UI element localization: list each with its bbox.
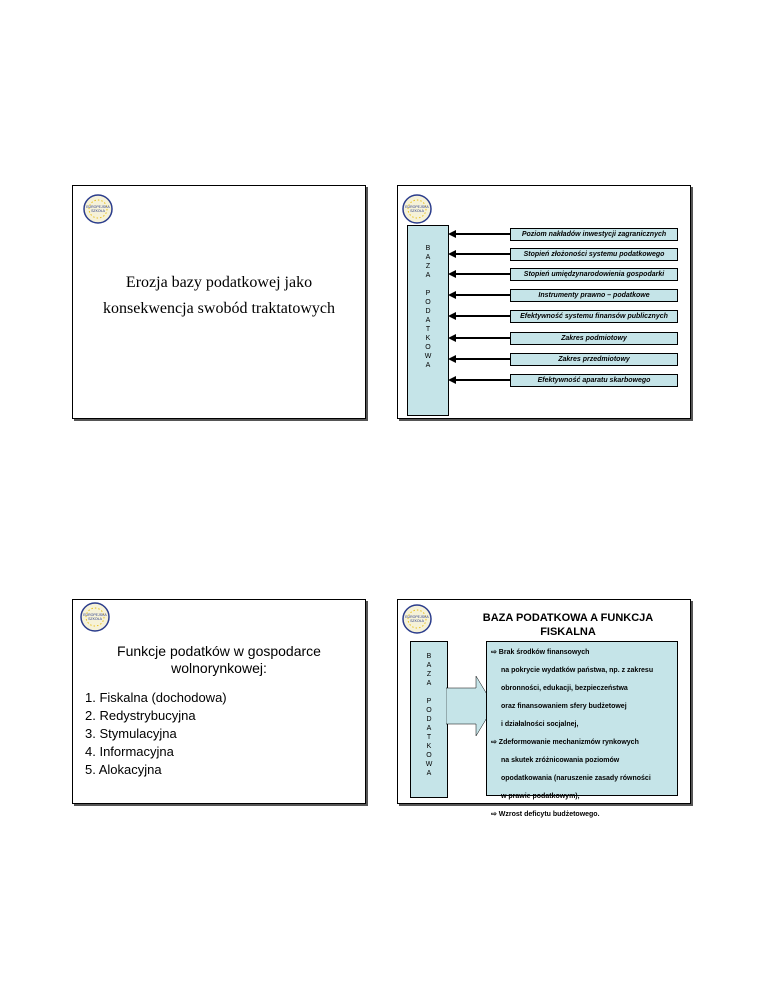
effect-line: ⇨ Wzrost deficytu budżetowego.	[491, 811, 600, 818]
factor-box: Efektywność aparatu skarbowego	[510, 374, 678, 387]
logo-icon	[80, 602, 110, 632]
effect-line: oraz finansowaniem sfery budżetowej	[501, 703, 627, 710]
factor-box: Poziom nakładów inwestycji zagranicznych	[510, 228, 678, 241]
list-item: 2. Redystrybucyjna	[85, 708, 196, 723]
arrow-head	[448, 291, 456, 299]
svg-text:SZKOŁA: SZKOŁA	[410, 209, 424, 213]
slide-heading	[73, 643, 365, 677]
baza-podatkowa-bar	[410, 641, 448, 798]
effect-line: na skutek zróżnicowania poziomów	[501, 757, 620, 764]
arrow	[455, 315, 510, 317]
functions-list	[85, 689, 227, 779]
slide-title	[73, 270, 365, 322]
arrow	[455, 379, 510, 381]
baza-podatkowa-bar	[407, 225, 449, 416]
factor-box: Stopień umiędzynarodowienia gospodarki	[510, 268, 678, 281]
arrow	[455, 337, 510, 339]
slide-1	[72, 185, 366, 419]
svg-text:EUROPEJSKA: EUROPEJSKA	[405, 205, 429, 209]
slide-3	[72, 599, 366, 804]
slide-4	[397, 599, 691, 818]
heading-line-2: wolnorynkowej:	[171, 660, 267, 676]
logo-icon	[402, 194, 432, 224]
bar-letters: B A Z A P O D A T K O W A	[425, 653, 433, 777]
bar-letters: B A Z A P O D A T K O W A	[424, 245, 432, 369]
arrow-head	[448, 230, 456, 238]
effect-line: ⇨ Brak środków finansowych	[491, 649, 590, 656]
heading-line-2: FISKALNA	[540, 626, 596, 638]
effect-line: opodatkowania (naruszenie zasady równości	[501, 775, 651, 782]
arrow	[455, 273, 510, 275]
arrow-head	[448, 312, 456, 320]
arrow-head	[448, 376, 456, 384]
list-item: 4. Informacyjna	[85, 744, 174, 759]
arrow	[455, 358, 510, 360]
svg-text:EUROPEJSKA: EUROPEJSKA	[83, 613, 107, 617]
svg-text:EUROPEJSKA: EUROPEJSKA	[86, 205, 110, 209]
arrow	[455, 253, 510, 255]
arrow	[455, 294, 510, 296]
svg-text:SZKOŁA: SZKOŁA	[410, 619, 424, 623]
factor-box: Zakres przedmiotowy	[510, 353, 678, 366]
effect-line: w prawie podatkowym),	[501, 793, 580, 800]
factor-box: Instrumenty prawno – podatkowe	[510, 289, 678, 302]
title-line-1: Erozja bazy podatkowej jako	[125, 274, 313, 291]
svg-text:SZKOŁA: SZKOŁA	[88, 617, 102, 621]
list-item: 3. Stymulacyjna	[85, 726, 177, 741]
svg-text:EUROPEJSKA: EUROPEJSKA	[405, 615, 429, 619]
effect-line: i działalności socjalnej,	[501, 721, 579, 728]
list-item: 1. Fiskalna (dochodowa)	[85, 690, 227, 705]
slide-2	[397, 185, 691, 419]
fiscal-effects-box	[486, 641, 678, 818]
list-item: 5. Alokacyjna	[85, 762, 162, 777]
effect-line: obronności, edukacji, bezpieczeństwa	[501, 685, 628, 692]
logo-icon	[402, 604, 432, 634]
effect-line: ⇨ Zdeformowanie mechanizmów rynkowych	[491, 739, 639, 746]
arrow-head	[448, 334, 456, 342]
factor-box: Zakres podmiotowy	[510, 332, 678, 345]
logo-icon	[83, 194, 113, 224]
arrow-head	[448, 355, 456, 363]
factor-box: Stopień złożoności systemu podatkowego	[510, 248, 678, 261]
effect-line: na pokrycie wydatków państwa, np. z zakresu	[501, 667, 654, 674]
title-line-2: konsekwencja swobód traktatowych	[103, 300, 335, 317]
arrow	[455, 233, 510, 235]
heading-line-1: Funkcje podatków w gospodarce	[117, 643, 321, 659]
svg-text:SZKOŁA: SZKOŁA	[91, 209, 105, 213]
arrow-head	[448, 270, 456, 278]
arrow-head	[448, 250, 456, 258]
factor-box: Efektywność systemu finansów publicznych	[510, 310, 678, 323]
slide-heading	[458, 611, 678, 639]
heading-line-1: BAZA PODATKOWA A FUNKCJA	[482, 612, 654, 624]
